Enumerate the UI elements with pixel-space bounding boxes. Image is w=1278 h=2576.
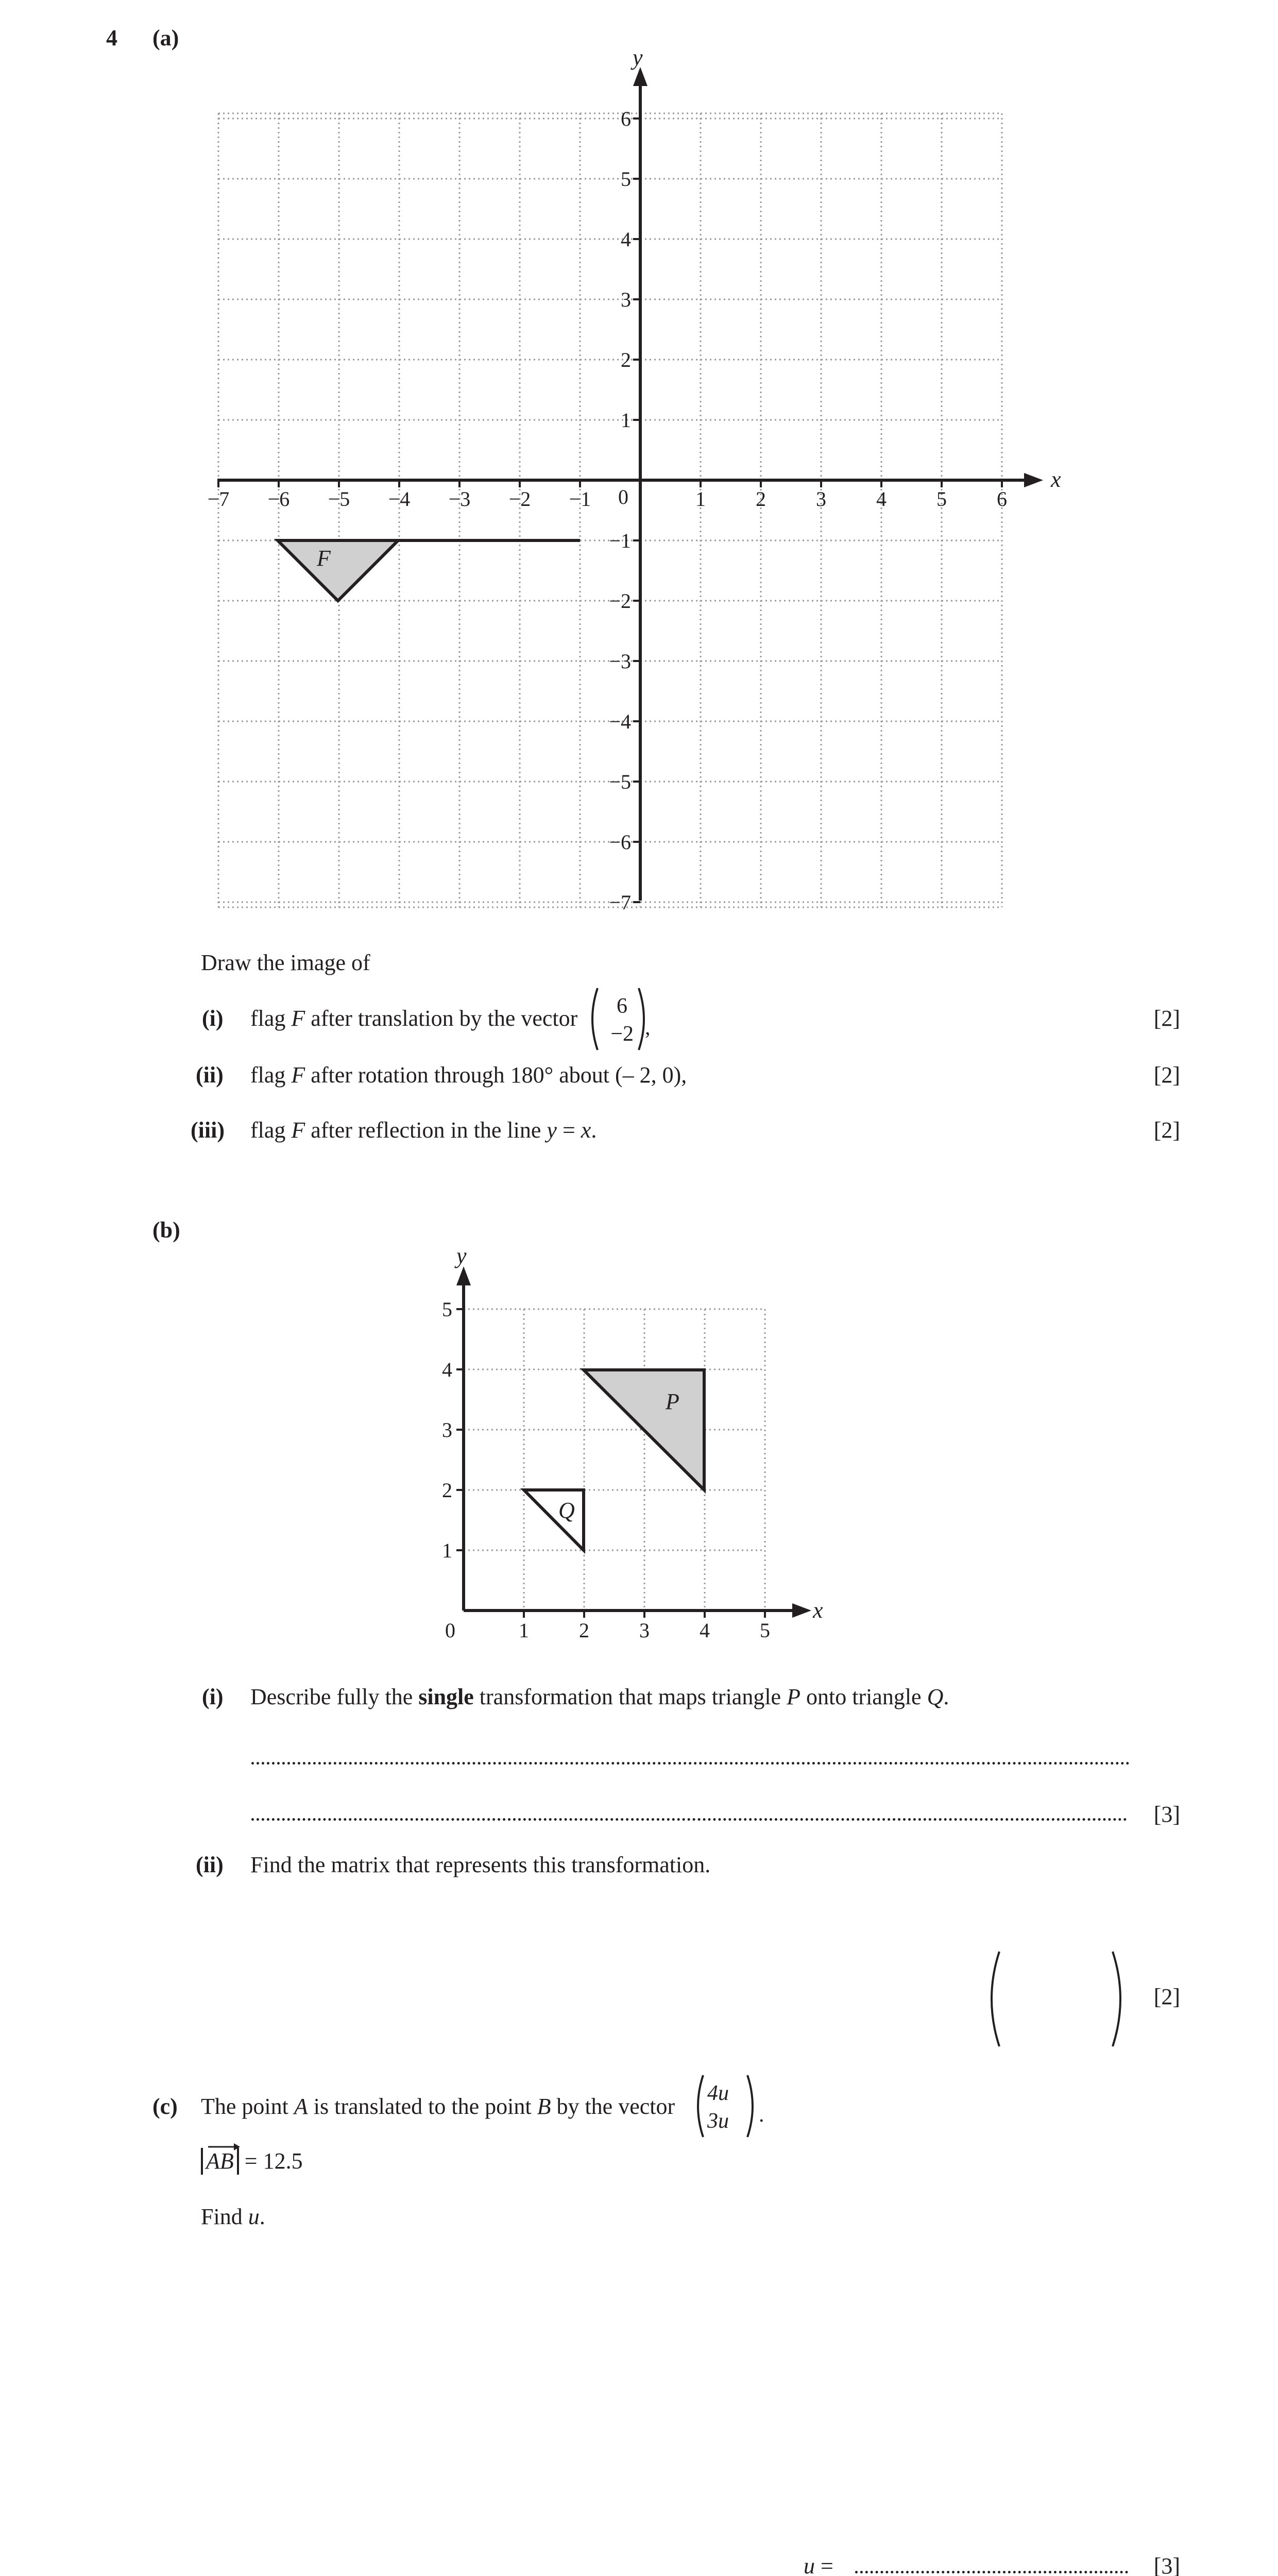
part-b-ii-marks: [2] [1153,1984,1180,2009]
y-tick-label: 1 [442,1539,452,1562]
y-tick-label: 3 [442,1418,452,1442]
part-b-i-answer-line-2[interactable] [251,1818,1127,1821]
triangle-q-label: Q [558,1498,575,1523]
x-tick-label: −6 [267,487,290,511]
part-a-i-text: flag F after translation by the vector [250,1006,578,1031]
x-tick-label: 1 [519,1619,529,1642]
part-c-vector-bottom: 3u [707,2109,729,2133]
part-b-origin-label: 0 [445,1619,455,1642]
y-tick-label: −4 [609,710,631,733]
part-c-modulus [201,2148,303,2175]
x-tick-label: −2 [508,487,531,511]
x-tick-label: 4 [876,487,887,511]
part-a-x-axis-label: x [1051,467,1061,492]
part-c-answer-line[interactable] [855,2571,1128,2573]
part-b-i-label: (i) [202,1684,224,1709]
part-b-ii-label: (ii) [196,1852,224,1877]
x-tick-label: −7 [207,487,230,511]
part-c-marks: [3] [1153,2553,1180,2576]
part-b-x-axis-label: x [813,1598,823,1623]
triangle-p-label: P [666,1389,679,1414]
x-tick-label: 4 [700,1619,710,1642]
question-number: 4 [106,25,117,50]
y-tick-label: −2 [609,589,631,613]
part-a-i-label: (i) [202,1006,224,1031]
part-c-text: The point A is translated to the point B by the vector [201,2094,675,2119]
part-a-origin-label: 0 [618,485,628,509]
x-tick-label: 1 [695,487,706,511]
part-c-answer-label: u = [804,2553,833,2576]
matrix-answer-brackets[interactable] [979,1947,1133,2050]
part-a-i-vector [587,983,659,1055]
y-tick-label: 4 [442,1358,452,1381]
part-b-i-marks: [3] [1153,1802,1180,1827]
part-b-label: (b) [152,1217,180,1243]
part-a-ii-marks: [2] [1153,1062,1180,1088]
part-c-modulus-vector: AB [206,2148,234,2174]
y-tick-label: −6 [609,831,631,854]
y-tick-label: 2 [621,348,631,371]
part-b-grid [464,1309,765,1611]
y-tick-label: 2 [442,1479,452,1502]
x-tick-label: −1 [569,487,591,511]
y-tick-label: 4 [621,228,631,251]
part-a-ii-label: (ii) [196,1062,224,1088]
y-tick-label: −7 [609,891,631,914]
part-b-y-axis-label: y [456,1243,467,1268]
x-tick-label: 2 [579,1619,589,1642]
x-tick-label: 2 [756,487,766,511]
part-c-label: (c) [152,2094,178,2119]
part-a-i-trail: , [645,1016,651,1040]
part-c-find: Find u. [201,2204,265,2229]
part-a-iii-text: flag F after reflection in the line y = x. [250,1117,597,1143]
x-tick-label: −5 [328,487,350,511]
part-b-graph [0,1236,1278,1664]
y-tick-label: 5 [621,167,631,191]
x-tick-label: 3 [816,487,826,511]
y-tick-label: 6 [621,107,631,130]
y-tick-label: 1 [621,409,631,432]
flag-f-label: F [317,546,331,571]
part-a-i-vector-bottom: −2 [610,1022,634,1046]
part-a-label: (a) [152,25,179,50]
y-tick-label: 5 [442,1298,452,1321]
part-c-vector-top: 4u [707,2081,729,2105]
part-a-tick-labels [208,107,1007,914]
x-tick-label: −4 [388,487,411,511]
y-tick-label: −1 [609,529,631,552]
part-a-iii-label: (iii) [191,1117,225,1143]
y-tick-label: −3 [609,650,631,673]
part-c-vector [693,2070,770,2142]
y-tick-label: −5 [609,770,631,793]
x-tick-label: 5 [760,1619,770,1642]
y-tick-label: 3 [621,288,631,311]
part-b-i-text: Describe fully the single transformation that maps triangle P onto triangle Q. [250,1684,949,1709]
part-b-tick-labels [442,1298,770,1642]
part-b-i-answer-line-1[interactable] [251,1762,1130,1765]
part-a-y-axis-label: y [633,45,643,70]
x-tick-label: 6 [997,487,1007,511]
part-b-ii-text: Find the matrix that represents this transformation. [250,1852,711,1877]
x-tick-label: −3 [448,487,471,511]
part-a-intro: Draw the image of [201,950,370,975]
part-a-iii-marks: [2] [1153,1117,1180,1143]
part-b-axes [456,1266,811,1618]
x-tick-label: 5 [936,487,947,511]
part-a-i-marks: [2] [1153,1006,1180,1031]
part-a-ii-text: flag F after rotation through 180° about (– 2, 0), [250,1062,687,1088]
part-b-ticks [456,1309,765,1618]
x-tick-label: 3 [639,1619,650,1642]
part-a-i-vector-top: 6 [617,994,627,1018]
part-c-vector-trail: . [759,2103,764,2127]
flag-f-triangle [278,540,398,601]
part-c-modulus-value: = 12.5 [244,2148,303,2174]
part-a-graph [0,0,1278,938]
